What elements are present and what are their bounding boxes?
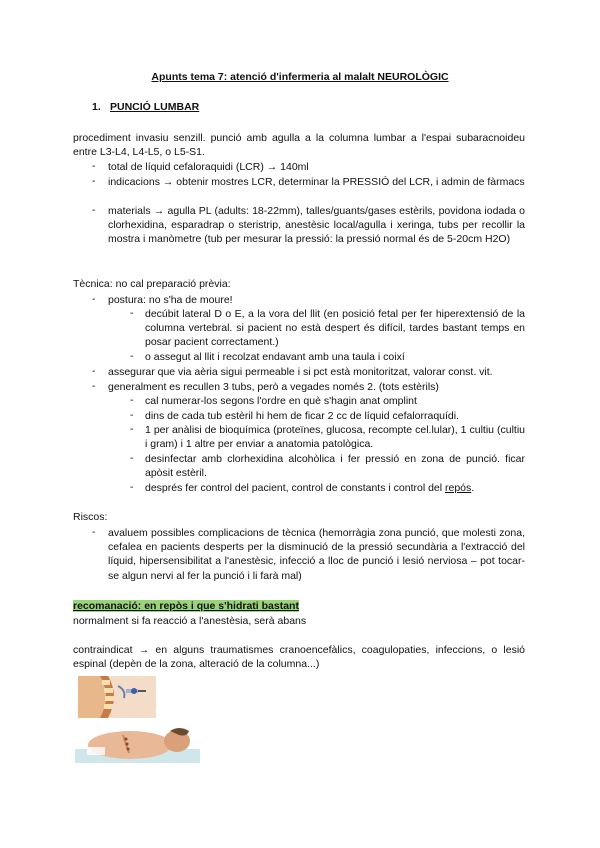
bullet-dash: - xyxy=(130,481,134,493)
bullet-dash: - xyxy=(130,409,134,421)
recomanacio-line: normalment si fa reacció a l'anestèsia, serà abans xyxy=(73,615,307,627)
list-item: desinfectar amb clorhexidina alcohòlica i fer pressió en zona de punció. ficar apòsit estèril. xyxy=(145,453,525,480)
intro-paragraph: procediment invasiu senzill. punció amb agulla a la columna lumbar a l'espai subaracnoideu entre L3-L4, L4-L5, o L5-S1. xyxy=(73,132,525,159)
bullet-dash: - xyxy=(92,204,96,216)
list-item: total de líquid cefaloraquidi (LCR) → 140ml xyxy=(108,161,309,173)
list-item: avaluem possibles complicacions de tècnica (hemorràgia zona punció, que molesti zona, cefalea en pacients desperts per la disminució de la pressió secundària a l'extracció del líquid, hipersensibilitat a l'anestèsic, infecció a lloc de punció i lesió nerviosa – pot tocar-se algun nervi al fer la punció i li farà mal) xyxy=(108,527,525,582)
highlight-text: recomanació: en repòs i que s'hidrati bastant xyxy=(73,600,299,612)
list-item: decúbit lateral D o E, a la vora del llit (en posició fetal per fer hiperextensió de la columna vertebral. si pacient no està despert és difícil, tardes bastant temps en posar pacient correctament.) xyxy=(145,308,525,349)
bullet-dash: - xyxy=(92,175,96,187)
bullet-dash: - xyxy=(92,365,96,377)
section-number: 1. xyxy=(92,101,101,113)
bullet-dash: - xyxy=(92,293,96,305)
bullet-dash: - xyxy=(92,526,96,538)
list-item: assegurar que via aèria sigui permeable i si pct està monitoritzat, valorar const. vit. xyxy=(108,366,493,378)
list-item: materials → agulla PL (adults: 18-22mm), talles/guants/gases estèrils, povidona iodada o clorhexidina, esparadrap o steristrip, anestèsic local/agulla i xeringa, tubs per recollir la mostra i manòmetre (tub per mesurar la pressió: la pressió normal és de 5-20cm H2O) xyxy=(108,205,525,246)
list-item: cal numerar-los segons l'ordre en què s'hagin anat omplint xyxy=(145,395,417,407)
bullet-dash: - xyxy=(130,423,134,435)
contraindicat-paragraph: contraindicat → en alguns traumatismes cranoencefàlics, coagulopaties, infeccions, o lesió espinal (depèn de la zona, alteració de la columna...) xyxy=(73,644,525,671)
bullet-dash: - xyxy=(130,394,134,406)
list-item: dins de cada tub estèril hi hem de ficar 2 cc de líquid cefalorraquídi. xyxy=(145,410,460,422)
recomanacio-highlight xyxy=(73,600,299,612)
tecnica-label: Tècnica: no cal preparació prèvia: xyxy=(73,278,231,290)
list-item: indicacions → obtenir mostres LCR, determinar la PRESSIÓ del LCR, i admin de fàrmacs xyxy=(108,176,525,188)
despres-text: després fer control del pacient, control de constants i control del xyxy=(145,482,445,494)
section-title: PUNCIÓ LUMBAR xyxy=(110,101,200,113)
patient-position-illustration xyxy=(75,723,200,763)
bullet-dash: - xyxy=(92,160,96,172)
section-heading xyxy=(92,101,199,113)
bullet-dash: - xyxy=(130,350,134,362)
list-item: generalment es recullen 3 tubs, però a vegades només 2. (tots estèrils) xyxy=(108,381,439,393)
list-item: 1 per anàlisi de bioquímica (proteïnes, glucosa, recompte cel.lular), 1 cultiu (cultiu i gram) i 1 altre per enviar a anatomia patològica. xyxy=(145,424,525,451)
page-title: Apunts tema 7: atenció d'infermeria al malalt NEUROLÒGIC xyxy=(151,71,449,83)
bullet-dash: - xyxy=(92,380,96,392)
list-item: postura: no s'ha de moure! xyxy=(108,294,233,306)
list-item: o assegut al llit i recolzat endavant amb una taula i coixí xyxy=(145,351,405,363)
despres-end: . xyxy=(471,482,475,494)
list-item xyxy=(145,481,525,495)
bullet-dash: - xyxy=(130,307,134,319)
bullet-dash: - xyxy=(130,452,134,464)
riscos-label: Riscos: xyxy=(73,511,108,523)
repos-word: repós xyxy=(445,482,472,494)
spine-illustration xyxy=(78,676,156,718)
